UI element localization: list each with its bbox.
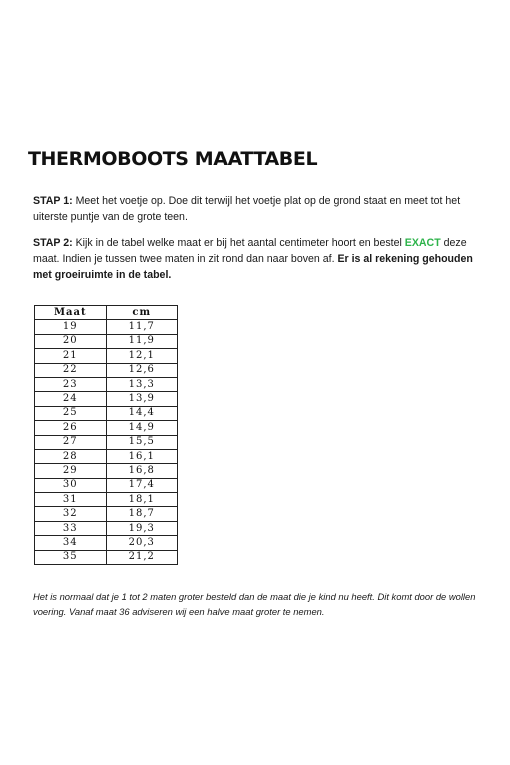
cm-cell: 15,5: [106, 435, 177, 449]
cm-cell: 21,2: [106, 550, 177, 564]
step-2-paragraph: [33, 235, 483, 283]
size-cell: 19: [35, 320, 107, 334]
header-cm: cm: [106, 306, 177, 320]
table-row: [35, 493, 178, 507]
cm-cell: 11,9: [106, 334, 177, 348]
cm-cell: 20,3: [106, 536, 177, 550]
table-row: [35, 363, 178, 377]
step-1-text: Meet het voetje op. Doe dit terwijl het voetje plat op de grond staat en meet tot het uiterste puntje van de grote teen.: [33, 195, 461, 223]
step-2-bold-tail: Er is al rekening gehouden met groeiruimte in de tabel.: [33, 253, 473, 281]
step-2-label: STAP 2:: [33, 237, 73, 249]
step-1-label: STAP 1:: [33, 195, 73, 207]
table-row: [35, 536, 178, 550]
size-cell: 20: [35, 334, 107, 348]
size-cell: 25: [35, 406, 107, 420]
table-row: [35, 406, 178, 420]
step-1-paragraph: [33, 193, 483, 225]
table-row: [35, 392, 178, 406]
cm-cell: 12,1: [106, 349, 177, 363]
table-row: [35, 421, 178, 435]
cm-cell: 19,3: [106, 521, 177, 535]
size-cell: 32: [35, 507, 107, 521]
size-cell: 22: [35, 363, 107, 377]
cm-cell: 16,8: [106, 464, 177, 478]
size-cell: 35: [35, 550, 107, 564]
cm-cell: 13,3: [106, 377, 177, 391]
table-row: [35, 550, 178, 564]
table-row: [35, 349, 178, 363]
table-row: [35, 377, 178, 391]
cm-cell: 12,6: [106, 363, 177, 377]
size-cell: 31: [35, 493, 107, 507]
cm-cell: 13,9: [106, 392, 177, 406]
size-table-body: [35, 320, 178, 565]
header-maat: Maat: [35, 306, 107, 320]
table-row: [35, 320, 178, 334]
cm-cell: 14,9: [106, 421, 177, 435]
sizing-note: Het is normaal dat je 1 tot 2 maten groter besteld dan de maat die je kind nu heeft. Dit komt door de wollen voering. Vanaf maat 36 adviseren wij een halve maat groter te nemen.: [33, 591, 476, 617]
size-cell: 33: [35, 521, 107, 535]
cm-cell: 14,4: [106, 406, 177, 420]
cm-cell: 16,1: [106, 449, 177, 463]
size-cell: 24: [35, 392, 107, 406]
size-cell: 30: [35, 478, 107, 492]
table-row: [35, 478, 178, 492]
table-row: [35, 435, 178, 449]
table-row: [35, 464, 178, 478]
size-table: [34, 305, 178, 565]
size-cell: 23: [35, 377, 107, 391]
cm-cell: 18,7: [106, 507, 177, 521]
cm-cell: 17,4: [106, 478, 177, 492]
page-title: THERMOBOOTS MAATTABEL: [28, 148, 318, 170]
cm-cell: 11,7: [106, 320, 177, 334]
size-cell: 29: [35, 464, 107, 478]
cm-cell: 18,1: [106, 493, 177, 507]
table-row: [35, 334, 178, 348]
table-row: [35, 507, 178, 521]
size-table-header-row: [35, 306, 178, 320]
size-cell: 28: [35, 449, 107, 463]
size-cell: 26: [35, 421, 107, 435]
table-row: [35, 521, 178, 535]
size-cell: 21: [35, 349, 107, 363]
size-cell: 34: [35, 536, 107, 550]
table-row: [35, 449, 178, 463]
step-2-text-a: Kijk in de tabel welke maat er bij het aantal centimeter hoort en bestel: [72, 237, 405, 249]
step-2-text-b: deze maat. Indien je tussen twee maten in zit rond dan naar boven af.: [33, 237, 467, 265]
size-cell: 27: [35, 435, 107, 449]
step-2-highlight: EXACT: [404, 237, 441, 249]
